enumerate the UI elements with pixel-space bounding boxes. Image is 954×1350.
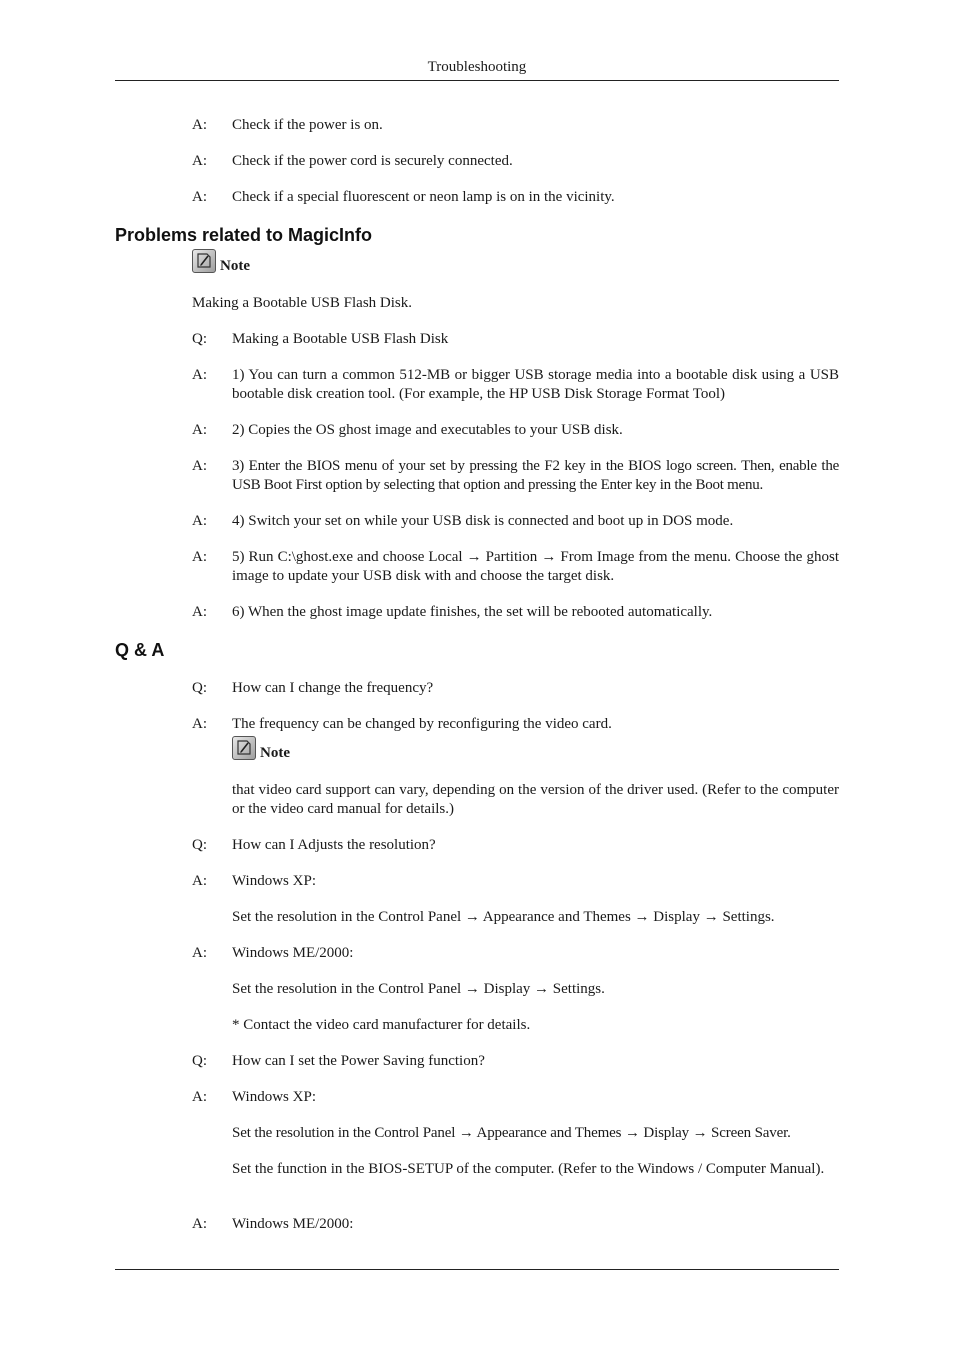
qa-detail: Set the resolution in the Control Panel → Appearance and Themes → Display → Screen Saver. bbox=[232, 1125, 791, 1141]
qa-label: Q: bbox=[192, 1053, 207, 1069]
qa-text: Windows ME/2000: bbox=[232, 1216, 354, 1232]
intro-label-2: A: bbox=[192, 153, 207, 169]
note-icon bbox=[192, 249, 216, 273]
qa-label: A: bbox=[192, 873, 207, 889]
qa-detail: Set the function in the BIOS-SETUP of the computer. (Refer to the Windows / Computer Manual). bbox=[232, 1161, 825, 1177]
intro-label-1: A: bbox=[192, 117, 207, 133]
qa-label: A: bbox=[192, 716, 207, 732]
qa-label: Q: bbox=[192, 837, 207, 853]
qa-label: A: bbox=[192, 549, 207, 565]
note-label: Note bbox=[260, 745, 290, 761]
note-block-magicinfo bbox=[192, 249, 250, 273]
qa-text: The frequency can be changed by reconfiguring the video card. bbox=[232, 716, 612, 732]
section-heading-magicinfo: Problems related to MagicInfo bbox=[115, 225, 373, 245]
note-text-magicinfo: Making a Bootable USB Flash Disk. bbox=[192, 295, 412, 311]
qa-label: Q: bbox=[192, 680, 207, 696]
qa-text: How can I Adjusts the resolution? bbox=[232, 837, 436, 853]
qa-detail: Set the resolution in the Control Panel → Appearance and Themes → Display → Settings. bbox=[232, 909, 775, 925]
note-text-frequency: that video card support can vary, depending on the version of the driver used. (Refer to the computer or the video card manual for details.) bbox=[232, 782, 839, 817]
qa-text: Windows XP: bbox=[232, 873, 316, 889]
qa-text: 4) Switch your set on while your USB disk is connected and boot up in DOS mode. bbox=[232, 513, 734, 529]
qa-label: Q: bbox=[192, 331, 207, 347]
note-block-frequency bbox=[232, 736, 290, 760]
qa-text: Windows ME/2000: bbox=[232, 945, 354, 961]
intro-text-2: Check if the power cord is securely connected. bbox=[232, 153, 513, 169]
note-label: Note bbox=[220, 258, 250, 274]
header-rule bbox=[115, 80, 839, 81]
qa-text: Making a Bootable USB Flash Disk bbox=[232, 331, 449, 347]
note-icon bbox=[232, 736, 256, 760]
section-heading-qa: Q & A bbox=[115, 640, 165, 660]
qa-text: Windows XP: bbox=[232, 1089, 316, 1105]
running-header: Troubleshooting bbox=[427, 59, 527, 75]
qa-label: A: bbox=[192, 367, 207, 383]
qa-label: A: bbox=[192, 604, 207, 620]
intro-text-3: Check if a special fluorescent or neon lamp is on in the vicinity. bbox=[232, 189, 615, 205]
intro-text-1: Check if the power is on. bbox=[232, 117, 383, 133]
qa-label: A: bbox=[192, 422, 207, 438]
qa-text: 3) Enter the BIOS menu of your set by pressing the F2 key in the BIOS logo screen. Then, enable the USB Boot First option by selecting that option and pressing the Enter key in the Boot menu. bbox=[232, 458, 839, 493]
intro-label-3: A: bbox=[192, 189, 207, 205]
qa-label: A: bbox=[192, 458, 207, 474]
qa-detail: Set the resolution in the Control Panel → Display → Settings. bbox=[232, 981, 605, 997]
qa-text: 2) Copies the OS ghost image and executables to your USB disk. bbox=[232, 422, 623, 438]
qa-text: 1) You can turn a common 512-MB or bigger USB storage media into a bootable disk using a USB bootable disk creation tool. (For example, the HP USB Disk Storage Format Tool) bbox=[232, 367, 839, 402]
qa-label: A: bbox=[192, 1089, 207, 1105]
qa-text: 6) When the ghost image update finishes, the set will be rebooted automatically. bbox=[232, 604, 713, 620]
qa-text: How can I change the frequency? bbox=[232, 680, 434, 696]
qa-label: A: bbox=[192, 513, 207, 529]
qa-detail: * Contact the video card manufacturer for details. bbox=[232, 1017, 531, 1033]
qa-label: A: bbox=[192, 1216, 207, 1232]
qa-label: A: bbox=[192, 945, 207, 961]
qa-text: 5) Run C:\ghost.exe and choose Local → Partition → From Image from the menu. Choose the ghost image to update your USB disk with and choose the target disk. bbox=[232, 549, 839, 584]
footer-rule bbox=[115, 1269, 839, 1270]
qa-text: How can I set the Power Saving function? bbox=[232, 1053, 485, 1069]
